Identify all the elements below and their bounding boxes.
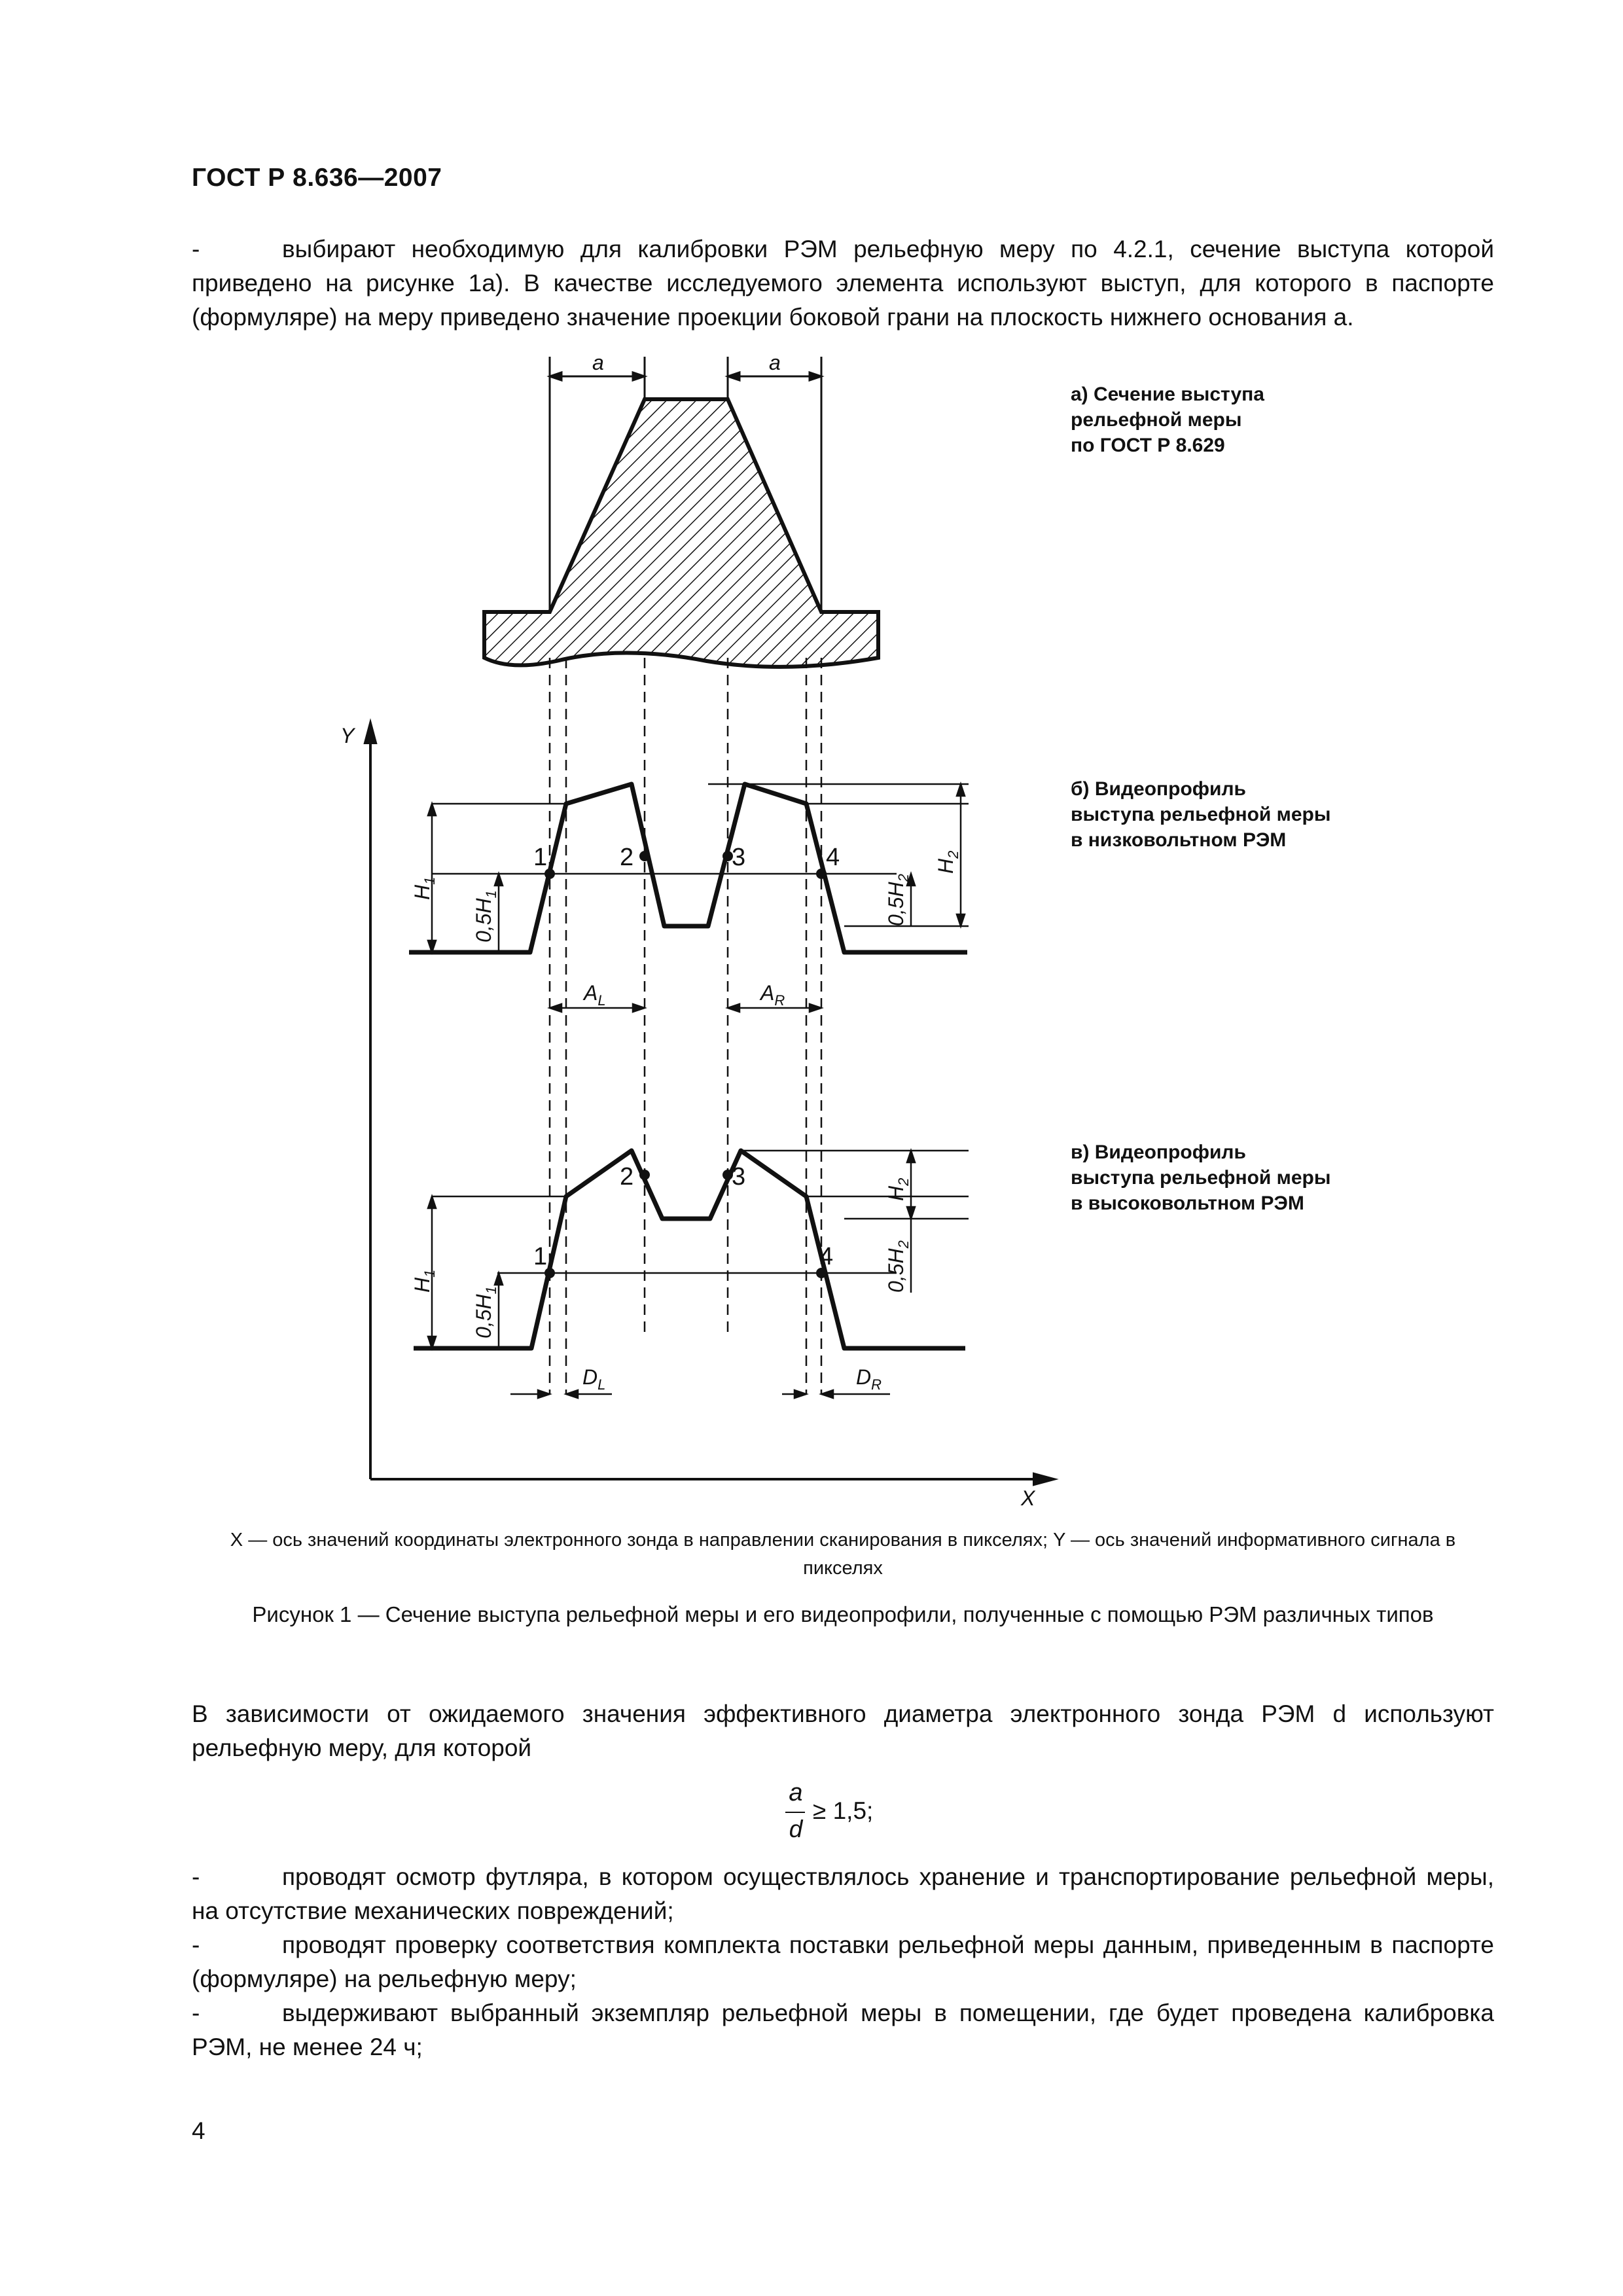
dimension-D bbox=[510, 1390, 890, 1398]
label-H2-high bbox=[884, 1178, 912, 1201]
paragraph-4-text: проводят проверку соответствия комплекта поставки рельефной меры данным, приведенным в паспорте (формуляре) на рельефную меру; bbox=[192, 1931, 1494, 1992]
label-halfH2-low bbox=[884, 874, 912, 926]
paragraph-1-text: выбирают необходимую для калибровки РЭМ рельефную меру по 4.2.1, сечение выступа которой приведено на рисунке 1а). В качестве исследуемого элемента используют выступ, для которого в паспорте (формуляре) на меру приведено значение проекции боковой грани на плоскость нижнего основания а. bbox=[192, 236, 1494, 331]
label-H1-high bbox=[410, 1270, 438, 1293]
point-1-low: 1 bbox=[533, 844, 548, 871]
panel-c-label: в) Видеопрофиль выступа рельефной меры в высоковольтном РЭМ bbox=[1071, 1141, 1331, 1214]
paragraph-3: - проводят осмотр футляра, в котором осуществлялось хранение и транспортирование рельефной меры, на отсутствие механических повреждений; bbox=[192, 1863, 1494, 1924]
paragraph-4: - проводят проверку соответствия комплекта поставки рельефной меры данным, приведенным в паспорте (формуляре) на рельефную меру; bbox=[192, 1931, 1494, 1992]
svg-text:H2: $H_2$ bbox=[884, 1177, 912, 1201]
axis-y-label: Y bbox=[340, 724, 355, 747]
point-4-high: 4 bbox=[819, 1243, 834, 1270]
formula-denominator: d bbox=[789, 1816, 803, 1842]
label-a-left: a bbox=[592, 351, 604, 374]
paragraph-5-text: выдерживают выбранный экземпляр рельефной меры в помещении, где будет проведена калибровка РЭМ, не менее 24 ч; bbox=[192, 2000, 1494, 2060]
svg-text:0,5H1: $0,5H_1$ bbox=[472, 890, 499, 942]
label-DR: $D_R$ bbox=[856, 1365, 882, 1393]
figure-legend: X — ось значений координаты электронного зонда в направлении сканирования в пикселях; Y — ось значений информативного сигнала в пикселях bbox=[230, 1530, 1456, 1579]
paragraph-5: - выдерживают выбранный экземпляр рельефной меры в помещении, где будет проведена калибровка РЭМ, не менее 24 ч; bbox=[192, 2000, 1494, 2060]
profile-low-points bbox=[544, 851, 827, 879]
label-DL: $D_L$ bbox=[582, 1365, 606, 1393]
point-2-high: 2 bbox=[620, 1163, 634, 1191]
page-number: 4 bbox=[192, 2117, 205, 2144]
axis-x-label: X bbox=[1021, 1486, 1035, 1510]
point-2-low: 2 bbox=[620, 844, 634, 871]
svg-text:H1: $H_1$ bbox=[410, 876, 438, 900]
label-AL: $A_L$ bbox=[584, 981, 606, 1009]
svg-text:0,5H2: $0,5H_2$ bbox=[884, 1240, 912, 1293]
paragraph-1: - выбирают необходимую для калибровки РЭМ рельефную меру по 4.2.1, сечение выступа которой приведено на рисунке 1а). В качестве исследуемого элемента используют выступ, для которого в паспорте (формуляре) на меру приведено значение проекции боковой грани на плоскость нижнего основания а. bbox=[192, 236, 1494, 331]
paragraph-2: В зависимости от ожидаемого значения эффективного диаметра электронного зонда РЭМ d используют рельефную меру, для которой bbox=[192, 1700, 1494, 1761]
cross-section bbox=[484, 399, 878, 667]
label-H2-low bbox=[934, 851, 961, 874]
svg-text:0,5H2: $0,5H_2$ bbox=[884, 874, 912, 926]
panel-a-label: а) Сечение выступа рельефной меры по ГОСТ Р 8.629 bbox=[1071, 384, 1264, 456]
label-halfH1-high bbox=[472, 1286, 499, 1338]
formula-rest: ≥ 1,5; bbox=[813, 1797, 874, 1824]
svg-text:0,5H1: $0,5H_1$ bbox=[472, 1286, 499, 1338]
point-4-low: 4 bbox=[826, 844, 840, 871]
projection-lines bbox=[550, 658, 821, 1394]
formula-bar bbox=[785, 1812, 805, 1813]
label-halfH2-high bbox=[884, 1240, 912, 1293]
point-1-high: 1 bbox=[533, 1243, 548, 1270]
svg-text:H1: $H_1$ bbox=[410, 1269, 438, 1293]
paragraph-3-text: проводят осмотр футляра, в котором осуществлялось хранение и транспортирование рельефной меры, на отсутствие механических повреждений; bbox=[192, 1863, 1494, 1924]
figure-caption: Рисунок 1 — Сечение выступа рельефной меры и его видеопрофили, полученные с помощью РЭМ различных типов bbox=[252, 1602, 1434, 1626]
svg-text:H2: $H_2$ bbox=[934, 850, 961, 874]
label-a-right: a bbox=[769, 351, 781, 374]
label-H1-low bbox=[410, 877, 438, 900]
profile-high-points bbox=[544, 1170, 827, 1278]
label-AR: $A_R$ bbox=[760, 981, 785, 1009]
label-halfH1-low bbox=[472, 890, 499, 942]
point-3-high: 3 bbox=[732, 1163, 746, 1191]
panel-b-label: б) Видеопрофиль выступа рельефной меры в низковольтном РЭМ bbox=[1071, 778, 1331, 851]
formula-numerator: a bbox=[789, 1779, 803, 1806]
profile-high-voltage bbox=[414, 1151, 965, 1348]
document-header: ГОСТ Р 8.636—2007 bbox=[192, 164, 442, 192]
point-3-low: 3 bbox=[732, 844, 746, 871]
axes bbox=[365, 723, 1054, 1484]
